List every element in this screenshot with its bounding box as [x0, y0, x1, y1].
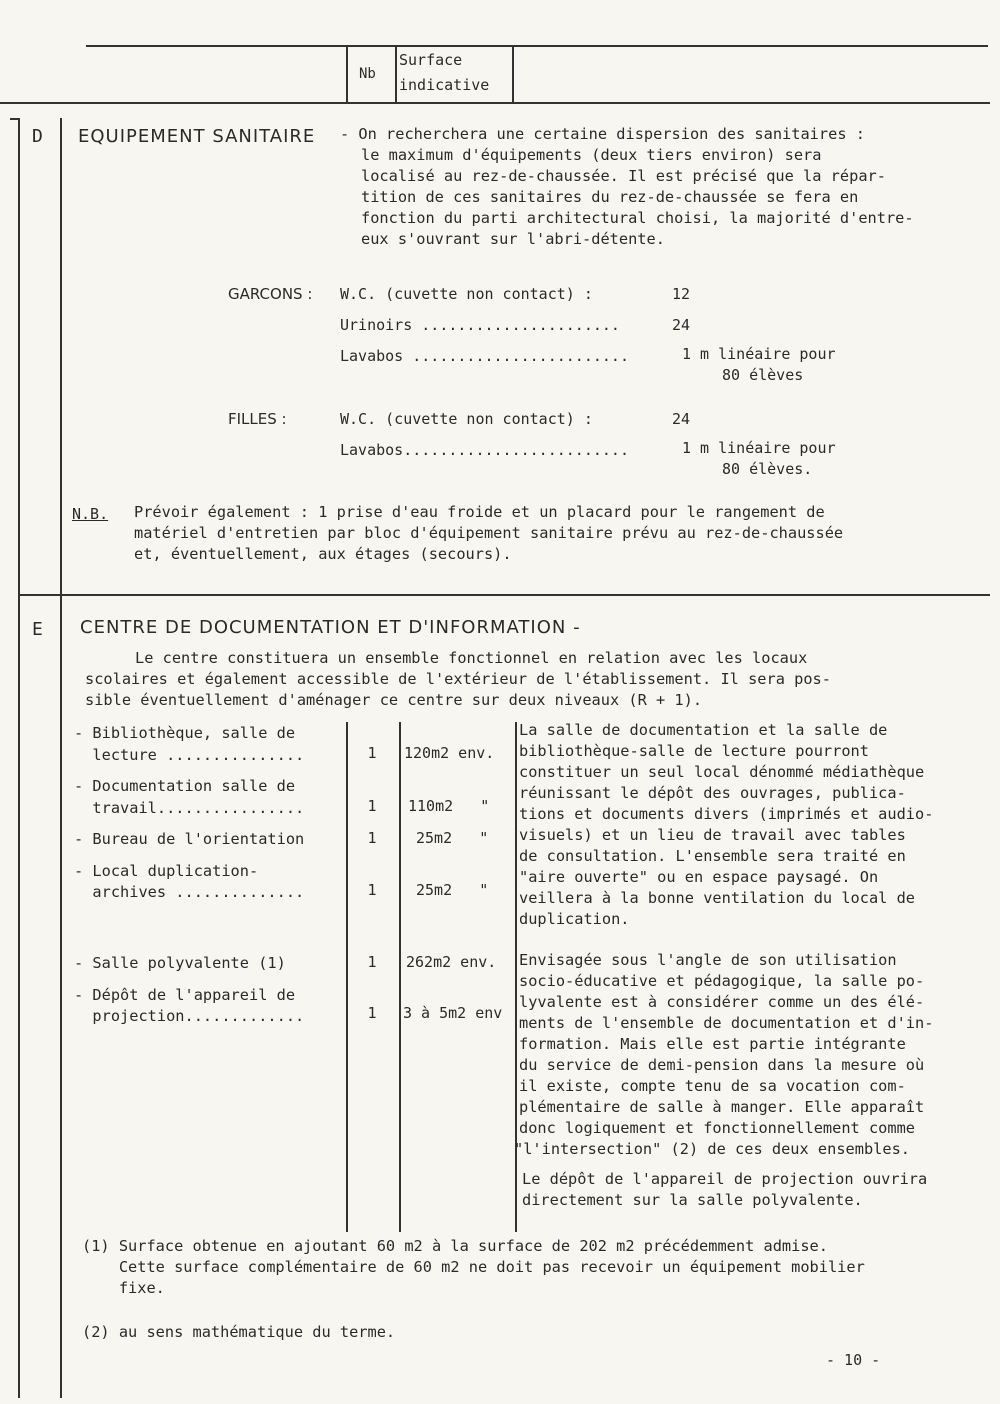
- section-e-letter: E: [32, 619, 43, 640]
- note-line: ments de l'ensemble de documentation et d'in-: [519, 1014, 934, 1032]
- section-d-title: EQUIPEMENT SANITAIRE: [78, 126, 316, 147]
- page-number: - 10 -: [826, 1351, 881, 1369]
- garcons-label: GARCONS :: [228, 285, 313, 303]
- header-col-divider-1: [346, 47, 348, 103]
- row-label-line: travail................: [74, 799, 305, 817]
- garcons-urinoirs: Urinoirs ......................: [340, 316, 620, 334]
- row-surface: 25m2 ": [416, 881, 489, 899]
- section-d-intro-line: fonction du parti architectural choisi, la majorité d'entre-: [361, 209, 914, 227]
- filles-lavabos-value-2: 80 élèves.: [722, 460, 813, 478]
- header-surface-line1: Surface: [399, 51, 463, 69]
- section-e-intro-line: scolaires et également accessible de l'extérieur de l'établissement. Il sera pos-: [85, 670, 831, 688]
- filles-wc-value: 24: [672, 410, 691, 428]
- section-e-title: CENTRE DE DOCUMENTATION ET D'INFORMATION -: [80, 617, 581, 638]
- table-col-divider-2: [399, 722, 401, 1232]
- note-line: du service de demi-pension dans la mesure où: [519, 1056, 925, 1074]
- left-margin-tick: [10, 118, 20, 120]
- note-line: tions et documents divers (imprimés et audio-: [519, 805, 934, 823]
- footnote-line: Cette surface complémentaire de 60 m2 ne doit pas recevoir un équipement mobilier: [82, 1258, 865, 1276]
- note-line: La salle de documentation et la salle de: [519, 721, 888, 739]
- garcons-urinoirs-value: 24: [672, 316, 691, 334]
- section-d-letter: D: [32, 126, 43, 147]
- note-line: "aire ouverte" ou en espace paysagé. On: [519, 868, 879, 886]
- note-line: Le dépôt de l'appareil de projection ouvrira: [522, 1170, 928, 1188]
- note-line: veillera à la bonne ventilation du local de: [519, 889, 916, 907]
- note-line: duplication.: [519, 910, 630, 928]
- section-separator: [18, 594, 990, 596]
- section-d-intro-line: tition de ces sanitaires du rez-de-chaussée se fera en: [361, 188, 859, 206]
- section-d-intro-line: localisé au rez-de-chaussée. Il est précisé que la répar-: [361, 167, 886, 185]
- row-nb: 1: [367, 953, 377, 971]
- nb-line: matériel d'entretien par bloc d'équipement sanitaire prévu au rez-de-chaussée: [134, 524, 844, 542]
- row-label-line: - Salle polyvalente (1): [74, 954, 286, 972]
- garcons-wc: W.C. (cuvette non contact) :: [340, 285, 593, 303]
- row-label-line: lecture ...............: [74, 746, 305, 764]
- filles-label: FILLES :: [228, 410, 287, 428]
- garcons-lavabos: Lavabos ........................: [340, 347, 629, 365]
- row-label-line: - Bibliothèque, salle de: [74, 724, 296, 742]
- row-nb: 1: [367, 881, 377, 899]
- nb-line: et, éventuellement, aux étages (secours).: [134, 545, 512, 563]
- row-nb: 1: [367, 797, 377, 815]
- section-d-intro-line: le maximum d'équipements (deux tiers environ) sera: [361, 146, 822, 164]
- filles-lavabos: Lavabos.........................: [340, 441, 629, 459]
- filles-lavabos-value-1: 1 m linéaire pour: [682, 439, 836, 457]
- row-surface: 110m2 ": [408, 797, 490, 815]
- header-surface-line2: indicative: [399, 76, 490, 94]
- section-d-intro-line: eux s'ouvrant sur l'abri-détente.: [361, 230, 665, 248]
- header-bottom-rule: [0, 102, 990, 104]
- note-line: donc logiquement et fonctionnellement comme: [519, 1119, 916, 1137]
- note-line: constituer un seul local dénommé médiathèque: [519, 763, 925, 781]
- row-nb: 1: [367, 829, 377, 847]
- garcons-wc-value: 12: [672, 285, 691, 303]
- row-surface: 3 à 5m2 env: [403, 1004, 503, 1022]
- row-label-line: - Documentation salle de: [74, 777, 296, 795]
- section-d-intro-line: - On recherchera une certaine dispersion des sanitaires :: [340, 125, 865, 143]
- row-surface: 120m2 env.: [404, 744, 495, 762]
- row-label-line: - Dépôt de l'appareil de: [74, 986, 296, 1004]
- nb-line: Prévoir également : 1 prise d'eau froide et un placard pour le rangement de: [134, 503, 825, 521]
- garcons-lavabos-value-2: 80 élèves: [722, 366, 804, 384]
- garcons-lavabos-value-1: 1 m linéaire pour: [682, 345, 836, 363]
- note-line: Envisagée sous l'angle de son utilisation: [519, 951, 897, 969]
- note-line: réunissant le dépôt des ouvrages, publica-: [519, 784, 906, 802]
- row-surface: 25m2 ": [416, 829, 489, 847]
- header-nb: Nb: [359, 66, 376, 82]
- note-line: formation. Mais elle est partie intégrante: [519, 1035, 906, 1053]
- note-line: lyvalente est à considérer comme un des élé-: [519, 993, 925, 1011]
- row-label-line: projection.............: [74, 1007, 305, 1025]
- letter-column-line: [60, 118, 62, 1398]
- note-line: bibliothèque-salle de lecture pourront: [519, 742, 869, 760]
- note-line: socio-éducative et pédagogique, la salle po-: [519, 972, 925, 990]
- row-label-line: - Local duplication-: [74, 862, 259, 880]
- note-line: plémentaire de salle à manger. Elle apparaît: [519, 1098, 925, 1116]
- footnote-line: (2) au sens mathématique du terme.: [82, 1323, 396, 1341]
- note-line: visuels) et un lieu de travail avec tables: [519, 826, 906, 844]
- filles-wc: W.C. (cuvette non contact) :: [340, 410, 593, 428]
- row-nb: 1: [367, 1004, 377, 1022]
- footnote-line: fixe.: [82, 1279, 165, 1297]
- note-line: directement sur la salle polyvalente.: [522, 1191, 863, 1209]
- row-nb: 1: [367, 744, 377, 762]
- row-label-line: archives ..............: [74, 883, 305, 901]
- section-e-intro-line: Le centre constituera un ensemble fonctionnel en relation avec les locaux: [135, 649, 808, 667]
- left-margin-line: [18, 118, 20, 1398]
- footnote-line: (1) Surface obtenue en ajoutant 60 m2 à la surface de 202 m2 précédemment admise.: [82, 1237, 828, 1255]
- note-line: de consultation. L'ensemble sera traité en: [519, 847, 906, 865]
- nb-label: N.B.: [72, 505, 109, 523]
- row-label-line: - Bureau de l'orientation: [74, 830, 305, 848]
- section-e-intro-line: sible éventuellement d'aménager ce centre sur deux niveaux (R + 1).: [85, 691, 703, 709]
- header-col-divider-3: [512, 47, 514, 103]
- header-col-divider-2: [395, 47, 397, 103]
- note-line: "l'intersection" (2) de ces deux ensembles.: [514, 1140, 911, 1158]
- note-line: il existe, compte tenu de sa vocation com-: [519, 1077, 906, 1095]
- top-rule: [86, 45, 988, 47]
- row-surface: 262m2 env.: [406, 953, 497, 971]
